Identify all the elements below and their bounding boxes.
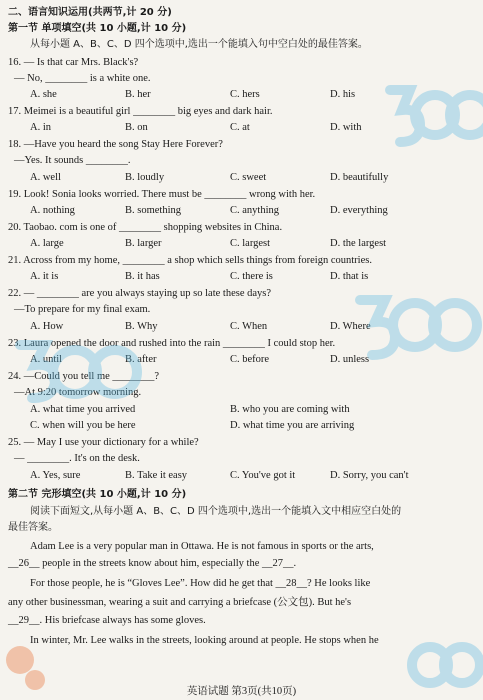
q18-stem: 18. —Have you heard the song Stay Here Forever?: [8, 139, 223, 150]
q20-option-c: C. largest: [230, 238, 271, 249]
q24-option-b: B. who you are coming with: [230, 404, 350, 415]
part2-instructions-cont: 最佳答案。: [8, 522, 58, 533]
q21-option-d: D. that is: [330, 271, 369, 282]
q23-option-a: A. until: [30, 354, 63, 365]
section-title: 二、语言知识运用(共两节,计 20 分): [8, 7, 172, 18]
q25-option-b: B. Take it easy: [125, 470, 188, 481]
q17-option-c: C. at: [230, 122, 250, 133]
q17-stem: 17. Meimei is a beautiful girl ________ big eyes and dark hair.: [8, 106, 273, 117]
q24-option-a: A. what time you arrived: [30, 404, 136, 415]
q16-option-a: A. she: [30, 89, 57, 100]
passage-line-4: any other businessman, wearing a suit and carrying a briefcase (公文包). But he's: [8, 597, 352, 608]
q16-line2: — No, ________ is a white one.: [14, 73, 151, 84]
q16-option-c: C. hers: [230, 89, 260, 100]
q19-option-a: A. nothing: [30, 205, 75, 216]
q22-line2: —To prepare for my final exam.: [14, 304, 151, 315]
q17-option-a: A. in: [30, 122, 51, 133]
q25-stem: 25. — May I use your dictionary for a while?: [8, 437, 199, 448]
q20-stem: 20. Taobao. com is one of ________ shopping websites in China.: [8, 222, 283, 233]
q20-option-a: A. large: [30, 238, 64, 249]
q21-option-c: C. there is: [230, 271, 273, 282]
part1-title: 第一节 单项填空(共 10 小题,计 10 分): [8, 23, 187, 34]
q23-option-b: B. after: [125, 354, 157, 365]
q22-option-d: D. Where: [330, 321, 371, 332]
q19-option-b: B. something: [125, 205, 182, 216]
q25-line2: — ________. It's on the desk.: [14, 453, 140, 464]
q20-option-d: D. the largest: [330, 238, 387, 249]
page-footer: 英语试题 第3页(共10页): [186, 686, 297, 697]
q22-option-a: A. How: [30, 321, 64, 332]
q18-option-a: A. well: [30, 172, 61, 183]
passage-line-3: For those people, he is “Gloves Lee”. How did he get that __28__? He looks like: [30, 578, 371, 589]
q20-option-b: B. larger: [125, 238, 162, 249]
q19-stem: 19. Look! Sonia looks worried. There must be ________ wrong with her.: [8, 189, 316, 200]
q23-option-d: D. unless: [330, 354, 370, 365]
q25-option-d: D. Sorry, you can't: [330, 470, 409, 481]
q25-option-a: A. Yes, sure: [30, 470, 81, 481]
passage-line-5: __29__. His briefcase always has some gloves.: [8, 615, 206, 626]
q21-option-b: B. it has: [125, 271, 160, 282]
q18-option-b: B. loudly: [125, 172, 165, 183]
passage-line-6: In winter, Mr. Lee walks in the streets, looking around at people. He stops when he: [30, 635, 379, 646]
passage-line-1: Adam Lee is a very popular man in Ottawa. He is not famous in sports or the arts,: [30, 541, 374, 552]
part1-instructions: 从每小题 A、B、C、D 四个选项中,选出一个能填入句中空白处的最佳答案。: [30, 39, 368, 50]
q19-option-c: C. anything: [230, 205, 279, 216]
q17-option-d: D. with: [330, 122, 362, 133]
q24-option-c: C. when will you be here: [30, 420, 136, 431]
q19-option-d: D. everything: [330, 205, 388, 216]
q21-option-a: A. it is: [30, 271, 59, 282]
q18-option-c: C. sweet: [230, 172, 267, 183]
q16-option-b: B. her: [125, 89, 151, 100]
q22-option-c: C. When: [230, 321, 268, 332]
q17-option-b: B. on: [125, 122, 148, 133]
part2-title: 第二节 完形填空(共 10 小题,计 10 分): [8, 489, 187, 500]
q23-option-c: C. before: [230, 354, 270, 365]
q16-option-d: D. his: [330, 89, 356, 100]
q23-stem: 23. Laura opened the door and rushed into the rain ________ I could stop her.: [8, 338, 336, 349]
q22-option-b: B. Why: [125, 321, 158, 332]
q24-option-d: D. what time you are arriving: [230, 420, 355, 431]
q21-stem: 21. Across from my home, ________ a shop which sells things from foreign countries.: [8, 255, 372, 266]
q22-stem: 22. — ________ are you always staying up so late these days?: [8, 288, 272, 299]
q18-option-d: D. beautifully: [330, 172, 389, 183]
q18-line2: —Yes. It sounds ________.: [14, 155, 131, 166]
passage-line-2: __26__ people in the streets know about him, especially the __27__.: [8, 558, 297, 569]
q24-line2: —At 9:20 tomorrow morning.: [14, 387, 142, 398]
q25-option-c: C. You've got it: [230, 470, 296, 481]
q24-stem: 24. —Could you tell me ________?: [8, 371, 160, 382]
q16-stem: 16. — Is that car Mrs. Black's?: [8, 57, 139, 68]
part2-instructions: 阅读下面短文,从每小题 A、B、C、D 四个选项中,选出一个能填入文中相应空白处的: [30, 506, 402, 517]
